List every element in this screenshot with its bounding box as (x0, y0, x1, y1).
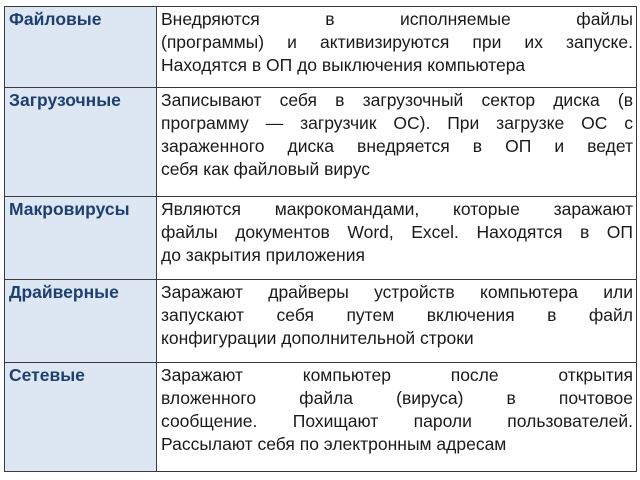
virus-type-cell: Загрузочные (5, 87, 157, 196)
virus-type-cell: Сетевые (5, 362, 157, 471)
description-line: до закрытия приложения (161, 245, 365, 266)
description-line: запускают себя путем включения в файл (161, 304, 633, 325)
description-line: (программы) и активизируются при их запуске. (161, 32, 633, 52)
description-line: конфигурации дополнительной строки (161, 327, 474, 348)
description-line: Заражают драйверы устройств компьютера или (161, 281, 633, 302)
virus-types-table (4, 6, 637, 472)
description-line: сообщение. Похищают пароли пользователей. (161, 410, 633, 431)
virus-type-cell: Драйверные (5, 279, 157, 362)
description-line: Заражают компьютер после открытия (161, 364, 633, 385)
description-line: файлы документов Word, Excel. Находятся в ОП (161, 222, 633, 243)
virus-type-cell: Макровирусы (5, 197, 157, 280)
description-line: Находятся в ОП до выключения компьютера (161, 55, 526, 75)
virus-description-cell (157, 197, 637, 280)
virus-description-cell (157, 7, 637, 88)
description-line: Рассылают себя по электронным адресам (161, 433, 507, 454)
table-row (5, 362, 637, 471)
virus-description-cell (157, 87, 637, 196)
description-line: Внедряются в исполняемые файлы (161, 9, 633, 29)
description-line: зараженного диска внедряется в ОП и ведет (161, 135, 633, 156)
virus-description-cell (157, 362, 637, 471)
description-line: Записывают себя в загрузочный сектор диска (в (161, 89, 633, 110)
description-line: программу — загрузчик ОС). При загрузке ОС с (161, 112, 633, 133)
virus-type-cell: Файловые (5, 7, 157, 88)
table-row (5, 7, 637, 88)
description-line: Являются макрокомандами, которые заражают (161, 199, 633, 220)
description-line: себя как файловый вирус (161, 158, 371, 179)
description-line: вложенного файла (вируса) в почтовое (161, 387, 633, 408)
table-row (5, 279, 637, 362)
table-row (5, 197, 637, 280)
virus-description-cell (157, 279, 637, 362)
table-row (5, 87, 637, 196)
